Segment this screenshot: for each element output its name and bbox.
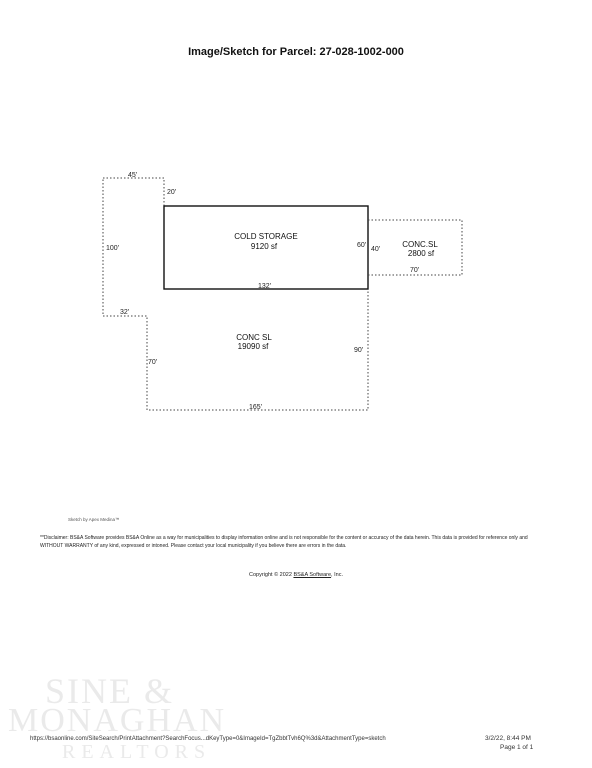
watermark-line-3: REALTORS [62, 741, 212, 763]
dim-side-width: 70' [410, 267, 420, 274]
copyright-suffix: , Inc. [331, 572, 343, 578]
conc-slab-size: 19090 sf [237, 342, 269, 351]
watermark-line-1: SINE & [45, 671, 174, 711]
conc-slab-outline [103, 178, 368, 410]
dim-side-height: 40' [371, 246, 381, 253]
dim-conc-right: 90' [354, 347, 364, 354]
side-slab-label: CONC.SL [402, 240, 438, 249]
dim-lower-left: 70' [148, 359, 158, 366]
dim-cold-bottom: 132' [258, 283, 272, 290]
cold-storage-size: 9120 sf [250, 242, 278, 251]
dim-notch: 20' [167, 189, 177, 196]
footer-page-number: Page 1 of 1 [500, 744, 534, 751]
dim-top-narrow: 45' [128, 172, 138, 179]
footer-url: https://bsaonline.com/SiteSearch/PrintAttachment?SearchFocus...dKeyType=0&ImageId=TgZbbtTvh6Q%3d&AttachmentType=sketch [30, 736, 386, 742]
side-slab-size: 2800 sf [407, 249, 435, 258]
dim-cold-right: 60' [357, 242, 367, 249]
watermark-line-2: MONAGHAN [8, 702, 227, 739]
disclaimer-text: **Disclaimer: BS&A Software provides BS&A Online as a way for municipalities to display information online and is not responsible for the content or accuracy of the data herein. This data is provided for reference only and WITHOUT WARRANTY of any kind, expressed or intoned. Please contact your local municipality if you believe there are errors in the data. [40, 535, 528, 549]
dim-lower-step: 32' [120, 309, 130, 316]
dim-left-side: 100' [106, 245, 120, 252]
cold-storage-label: COLD STORAGE [234, 232, 298, 241]
bsa-software-link[interactable]: BS&A Software [293, 572, 332, 578]
page-title: Image/Sketch for Parcel: 27-028-1002-000 [188, 46, 404, 58]
sketch-credit: Sketch by Apex Medina™ [68, 517, 120, 522]
copyright [0, 572, 592, 578]
footer-datetime: 3/2/22, 8:44 PM [485, 735, 531, 742]
conc-slab-label: CONC SL [236, 333, 272, 342]
dim-bottom: 165' [249, 404, 263, 411]
copyright-prefix: Copyright © 2022 [249, 572, 294, 578]
